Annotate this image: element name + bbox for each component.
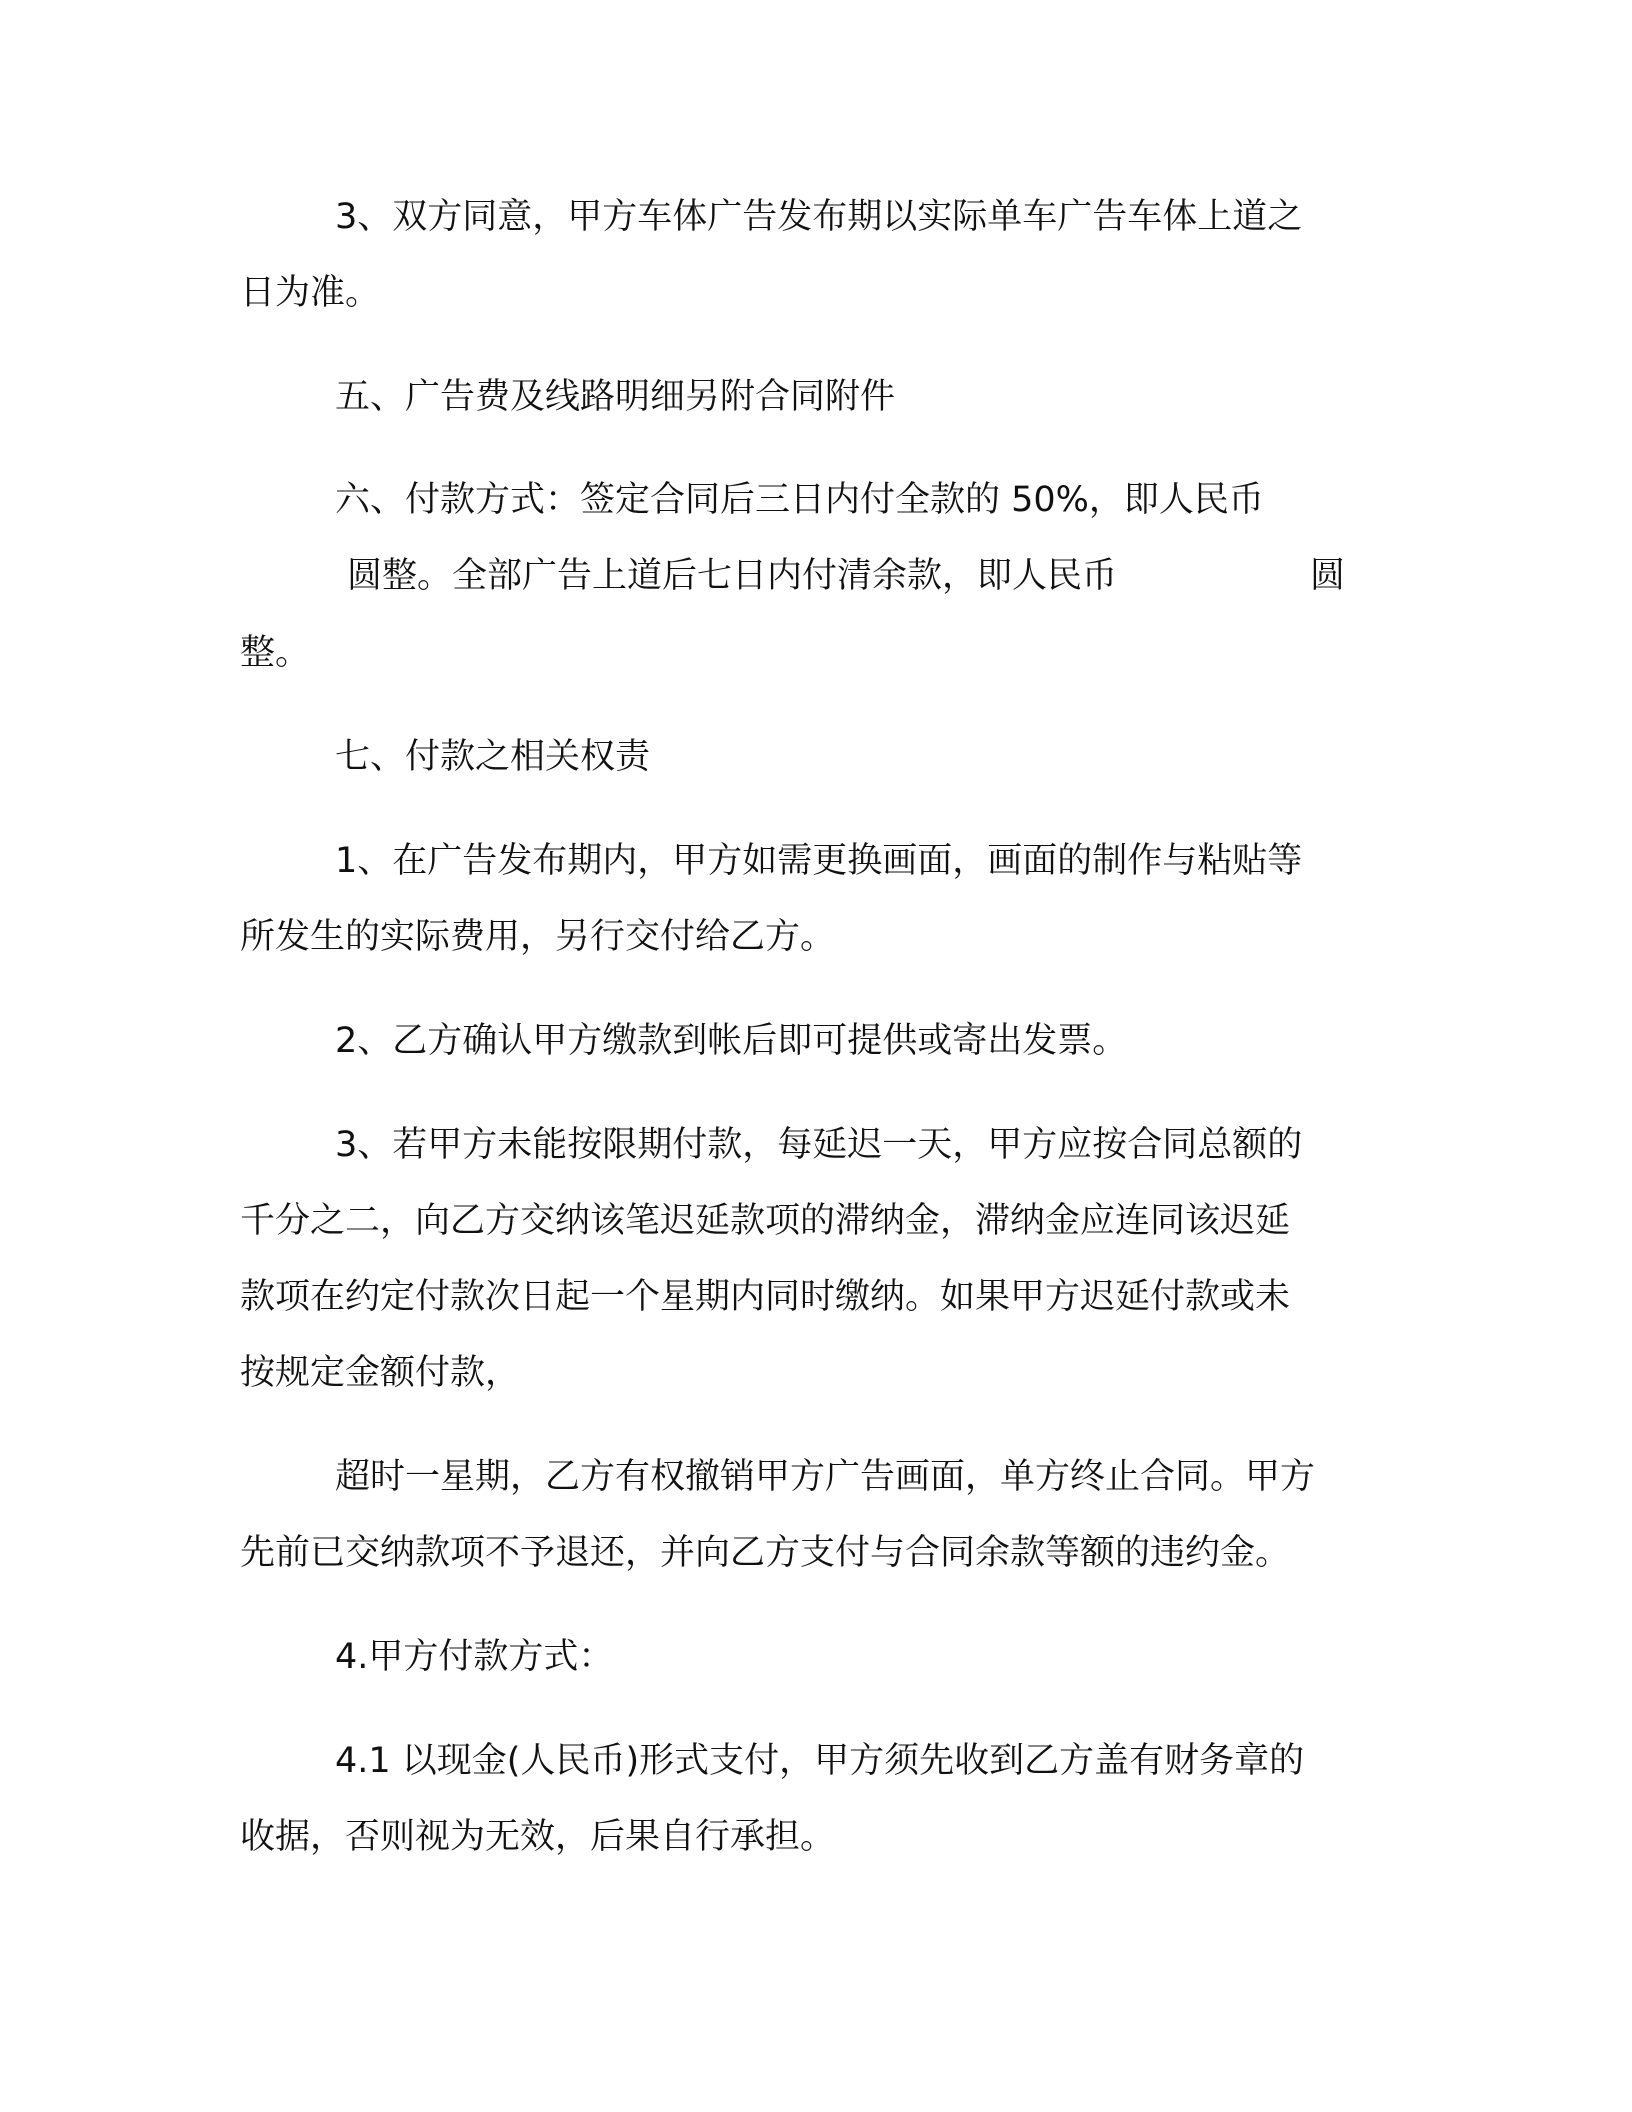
clause-7-1-line-2: 所发生的实际费用，另行交付给乙方。 (240, 917, 836, 957)
clause-7-2-line-1: 2、乙方确认甲方缴款到帐后即可提供或寄出发票。 (335, 1021, 1128, 1061)
clause-7-1-line-1: 1、在广告发布期内，甲方如需更换画面，画面的制作与粘贴等 (335, 841, 1303, 881)
clause-4-heading: 4.甲方付款方式： (335, 1637, 614, 1677)
section-6-line-3: 整。 (240, 633, 311, 673)
overdue-paragraph-line-1: 超时一星期，乙方有权撤销甲方广告画面，单方终止合同。甲方 (335, 1457, 1316, 1497)
clause-4-1-line-2: 收据，否则视为无效，后果自行承担。 (240, 1817, 836, 1857)
clause-4-3-line-2: 日为准。 (240, 273, 381, 313)
clause-7-3-line-1: 3、若甲方未能按限期付款，每延迟一天，甲方应按合同总额的 (335, 1125, 1303, 1165)
section-5-heading: 五、广告费及线路明细另附合同附件 (335, 377, 896, 417)
clause-7-3-line-3: 款项在约定付款次日起一个星期内同时缴纳。如果甲方迟延付款或未 (240, 1277, 1291, 1317)
section-6-line-1: 六、付款方式：签定合同后三日内付全款的 50%，即人民币 (335, 480, 1264, 520)
overdue-paragraph-line-2: 先前已交纳款项不予退还，并向乙方支付与合同余款等额的违约金。 (240, 1533, 1291, 1573)
clause-7-3-line-2: 千分之二，向乙方交纳该笔迟延款项的滞纳金，滞纳金应连同该迟延 (240, 1201, 1291, 1241)
clause-7-3-line-4: 按规定金额付款， (240, 1353, 521, 1393)
section-6-line-2-tail: 圆 (1310, 556, 1346, 596)
section-7-heading: 七、付款之相关权责 (335, 737, 651, 777)
clause-4-1-line-1: 4.1 以现金(人民币)形式支付，甲方须先收到乙方盖有财务章的 (335, 1741, 1305, 1781)
section-6-line-2: 圆整。全部广告上道后七日内付清余款，即人民币 (347, 556, 1118, 596)
clause-4-3-line-1: 3、双方同意，甲方车体广告发布期以实际单车广告车体上道之 (335, 197, 1303, 237)
